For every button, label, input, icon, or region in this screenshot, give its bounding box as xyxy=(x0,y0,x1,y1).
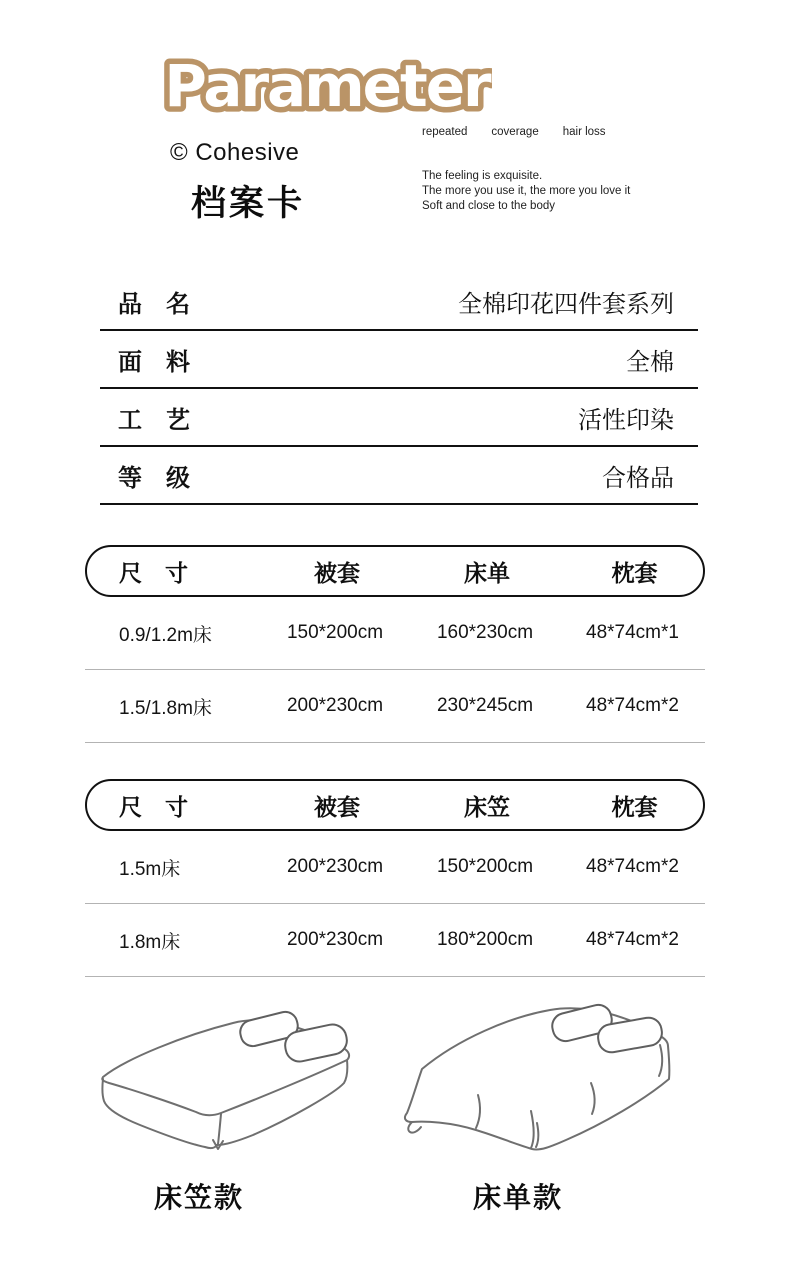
size-table-flat-sheet-set xyxy=(85,545,705,743)
table-row xyxy=(85,597,705,670)
header-flat-sheet: 床单 xyxy=(464,559,510,586)
header-duvet-cover: 被套 xyxy=(314,559,360,586)
cell-bed-size: 1.8m床 xyxy=(119,931,181,953)
header-duvet-cover: 被套 xyxy=(314,793,360,820)
header-size: 尺 寸 xyxy=(119,559,188,586)
header-fitted-sheet: 床笠 xyxy=(464,793,510,820)
card-label: 档案卡 xyxy=(191,184,306,223)
size-table-header xyxy=(85,545,705,597)
spec-row-fabric xyxy=(100,331,698,389)
fitted-sheet-style-label: 床笠款 xyxy=(154,1182,245,1213)
fitted-sheet-bed-illustration xyxy=(85,993,375,1163)
spec-row-product-name xyxy=(100,273,698,331)
keyword-hair-loss: hair loss xyxy=(562,126,606,138)
spec-table xyxy=(100,273,698,505)
spec-label: 品 名 xyxy=(118,290,190,318)
cell-pillowcase: 48*74cm*1 xyxy=(586,622,679,643)
spec-value: 活性印染 xyxy=(578,406,674,434)
brand-text: © Cohesive xyxy=(170,139,300,166)
spec-row-grade xyxy=(100,447,698,505)
flat-sheet-style-label: 床单款 xyxy=(473,1182,564,1213)
cell-duvet: 200*230cm xyxy=(286,856,384,877)
cell-sheet: 160*230cm xyxy=(436,622,534,643)
cell-duvet: 200*230cm xyxy=(286,695,384,716)
tagline-line-2: The more you use it, the more you love it xyxy=(422,185,631,197)
spec-label: 面 料 xyxy=(118,348,190,376)
parameter-title-text: Parameter xyxy=(164,52,490,120)
spec-label: 等 级 xyxy=(118,464,190,492)
header-pillowcase: 枕套 xyxy=(611,793,658,820)
cell-duvet: 150*200cm xyxy=(286,622,384,643)
cell-pillowcase: 48*74cm*2 xyxy=(586,695,679,716)
cell-bed-size: 1.5m床 xyxy=(119,858,181,880)
size-table-fitted-sheet-set xyxy=(85,779,705,977)
cell-duvet: 200*230cm xyxy=(286,929,384,950)
keyword-coverage: coverage xyxy=(491,126,539,138)
tagline-line-3: Soft and close to the body xyxy=(422,200,555,212)
spec-row-craft xyxy=(100,389,698,447)
size-table-header xyxy=(85,779,705,831)
table-row xyxy=(85,904,705,977)
header-size: 尺 寸 xyxy=(119,793,188,820)
spec-value: 合格品 xyxy=(602,464,674,492)
header-pillowcase: 枕套 xyxy=(611,559,658,586)
spec-value: 全棉印花四件套系列 xyxy=(458,290,674,318)
cell-sheet: 150*200cm xyxy=(436,856,534,877)
cell-sheet: 230*245cm xyxy=(436,695,534,716)
cell-bed-size: 0.9/1.2m床 xyxy=(119,624,212,646)
spec-value: 全棉 xyxy=(626,348,674,376)
tagline xyxy=(422,169,630,214)
cell-bed-size: 1.5/1.8m床 xyxy=(119,697,212,719)
cell-pillowcase: 48*74cm*2 xyxy=(586,856,679,877)
cell-pillowcase: 48*74cm*2 xyxy=(586,929,679,950)
table-row xyxy=(85,831,705,904)
cell-sheet: 180*200cm xyxy=(436,929,534,950)
table-row xyxy=(85,670,705,743)
flat-sheet-bed-illustration xyxy=(398,983,698,1173)
tagline-line-1: The feeling is exquisite. xyxy=(422,170,543,182)
spec-label: 工 艺 xyxy=(118,406,190,434)
feature-keywords xyxy=(422,126,606,138)
keyword-repeated: repeated xyxy=(422,126,468,138)
parameter-bubble-title xyxy=(162,38,492,130)
